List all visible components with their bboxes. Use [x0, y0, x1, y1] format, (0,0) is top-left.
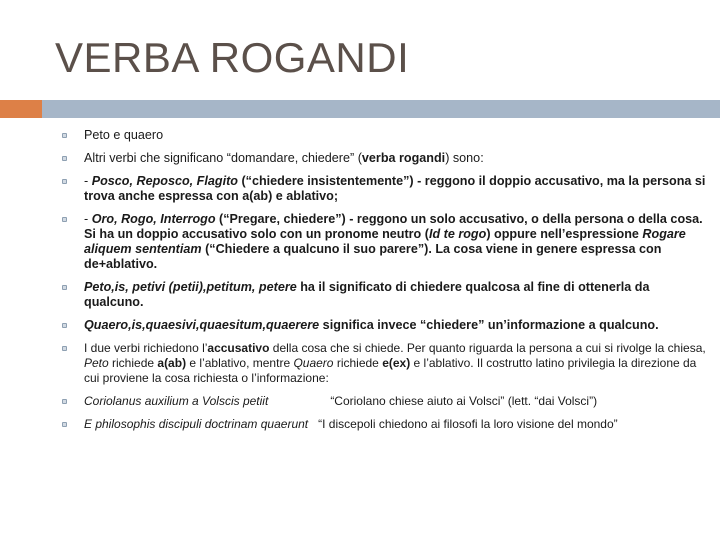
item-text-bold-italic: Id te rogo: [428, 227, 487, 241]
italian-translation: “I discepoli chiedono ai filosofi la loro visione del mondo”: [318, 417, 618, 431]
list-item: [62, 174, 710, 204]
item-text-bold: (“chiedere insistentemente”) - reggono il doppio accusativo, ma la persona si trova anche espressa con a(ab) e ablativo;: [84, 174, 706, 203]
item-text: I due verbi richiedono l’: [84, 341, 208, 355]
accent-square: [0, 100, 42, 118]
item-text-bold-italic: Peto,is, petivi (petii),petitum, petere: [84, 280, 297, 294]
item-text: Altri verbi che significano “domandare, chiedere” (: [84, 151, 362, 165]
item-text-bold: a(ab): [157, 356, 187, 370]
slide-title: VERBA ROGANDI: [55, 34, 410, 81]
item-text-bold: (“Chiedere a qualcuno il suo parere”). La cosa viene in genere espressa con de+ablativo.: [84, 242, 662, 271]
item-text-bold-italic: Quaero,is,quaesivi,quaesitum,quaerere: [84, 318, 320, 332]
accent-bar: [42, 100, 720, 118]
square-bullet-icon: [62, 399, 67, 404]
square-bullet-icon: [62, 285, 67, 290]
item-text-bold: accusativo: [207, 341, 270, 355]
square-bullet-icon: [62, 422, 67, 427]
item-text-italic: Quaero: [293, 356, 334, 370]
list-item: [62, 394, 710, 409]
list-item: [62, 280, 710, 310]
item-text: e l’ablativo. Il costrutto latino privilegia la direzione da cui proviene la cosa richiesta o l’informazione:: [84, 356, 697, 385]
item-text-bold: significa invece “chiedere” un’informazione a qualcuno.: [319, 318, 659, 332]
square-bullet-icon: [62, 346, 67, 351]
list-item: [62, 341, 710, 386]
item-text: Peto e quaero: [84, 128, 164, 142]
bullet-list: [62, 128, 710, 440]
square-bullet-icon: [62, 217, 67, 222]
item-text: ) sono:: [445, 151, 484, 165]
list-item: [62, 128, 710, 143]
item-text: e l’ablativo, mentre: [186, 356, 294, 370]
item-text: della cosa che si chiede. Per quanto riguarda la persona a cui si rivolge la chiesa,: [269, 341, 706, 355]
latin-example: Coriolanus auxilium a Volscis petiit: [84, 394, 269, 408]
item-text-italic: Peto: [84, 356, 109, 370]
item-text: -: [84, 212, 92, 226]
italian-translation: “Coriolano chiese aiuto ai Volsci” (lett. “dai Volsci”): [330, 394, 598, 408]
list-item: [62, 151, 710, 166]
list-item: [62, 212, 710, 272]
item-text-bold: ) oppure nell’espressione: [486, 227, 643, 241]
item-text: richiede: [108, 356, 158, 370]
square-bullet-icon: [62, 179, 67, 184]
latin-example: E philosophis discipuli doctrinam quaerunt: [84, 417, 309, 431]
square-bullet-icon: [62, 323, 67, 328]
item-text-bold: ha il significato di chiedere qualcosa al fine di ottenerla da qualcuno.: [84, 280, 650, 309]
item-text-bold-italic: Rogare aliquem sententiam: [84, 227, 686, 256]
list-item: [62, 417, 710, 432]
item-text-bold-italic: Oro, Rogo, Interrogo: [91, 212, 216, 226]
item-text: -: [84, 174, 92, 188]
square-bullet-icon: [62, 133, 67, 138]
item-text-bold: e(ex): [382, 356, 411, 370]
item-text-bold: (“Pregare, chiedere”) - reggono un solo accusativo, o della persona o della cosa. Si ha un doppio accusativo solo con un pronome neutro (: [84, 212, 703, 241]
list-item: [62, 318, 710, 333]
item-text: richiede: [333, 356, 383, 370]
item-text-bold: verba rogandi: [361, 151, 446, 165]
item-text-bold-italic: Posco, Reposco, Flagito: [91, 174, 238, 188]
square-bullet-icon: [62, 156, 67, 161]
